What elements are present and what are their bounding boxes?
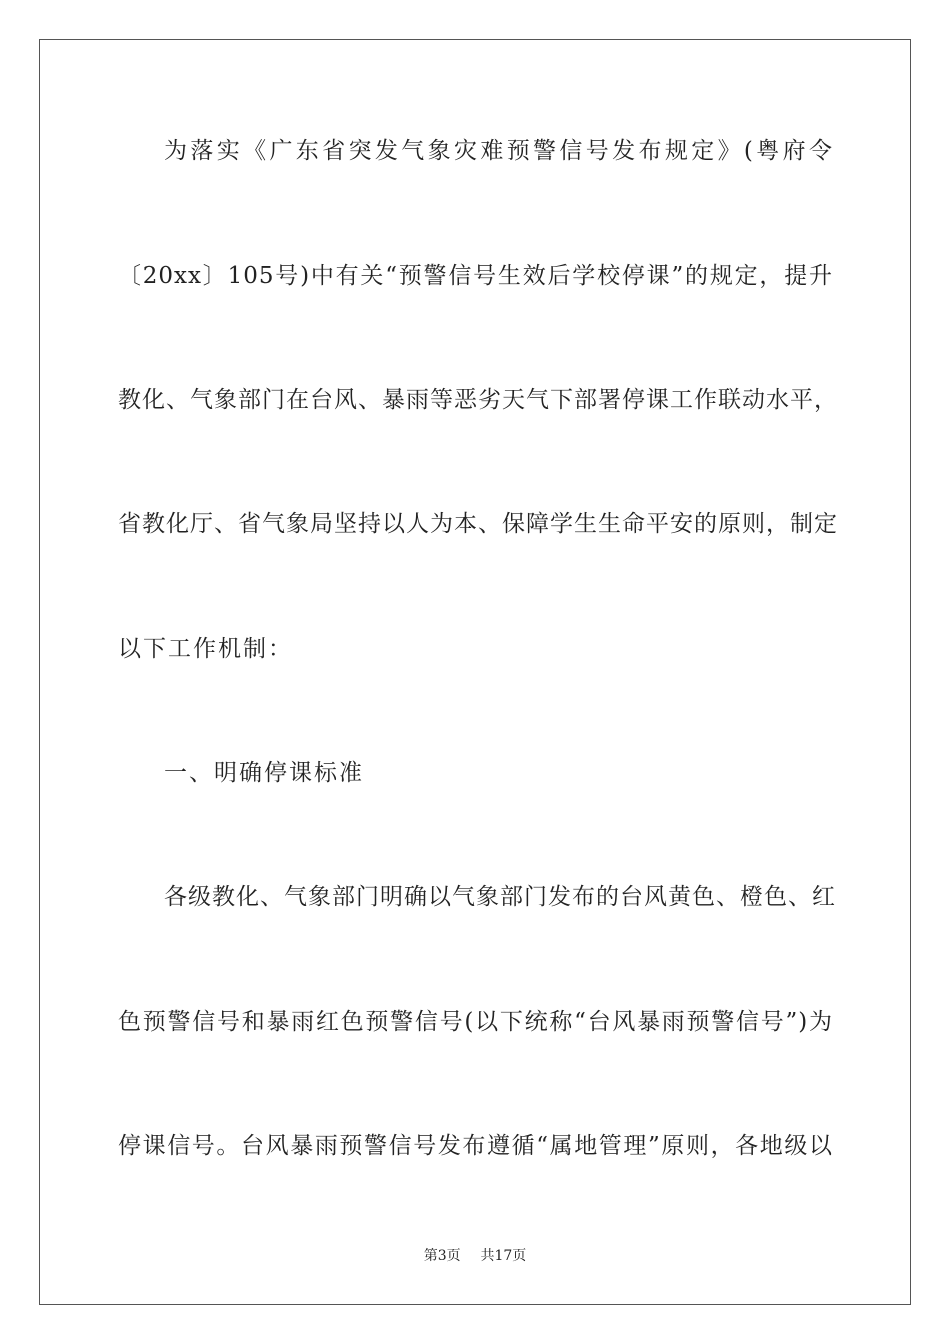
- section-heading-1: 一、明确停课标准: [164, 760, 364, 786]
- page-border: [39, 39, 911, 1305]
- paragraph-1-line-5: 以下工作机制：: [118, 636, 293, 662]
- page-total: 共17页: [480, 1248, 527, 1264]
- paragraph-1-line-4: 省教化厅、省气象局坚持以人为本、保障学生生命平安的原则，制定: [118, 511, 838, 537]
- paragraph-2-line-3: 停课信号。台风暴雨预警信号发布遵循“属地管理”原则，各地级以: [118, 1133, 833, 1159]
- paragraph-1-line-3: 教化、气象部门在台风、暴雨等恶劣天气下部署停课工作联动水平，: [118, 387, 838, 413]
- page-footer: [0, 1247, 950, 1265]
- paragraph-1-line-1: 为落实《广东省突发气象灾难预警信号发布规定》(粤府令: [164, 138, 833, 164]
- paragraph-1-line-2: 〔20xx〕105号)中有关“预警信号生效后学校停课”的规定，提升: [118, 263, 833, 289]
- paragraph-2-line-2: 色预警信号和暴雨红色预警信号(以下统称“台风暴雨预警信号”)为: [118, 1009, 833, 1035]
- paragraph-2-line-1: 各级教化、气象部门明确以气象部门发布的台风黄色、橙色、红: [164, 884, 836, 910]
- page-number: 第3页: [423, 1248, 461, 1264]
